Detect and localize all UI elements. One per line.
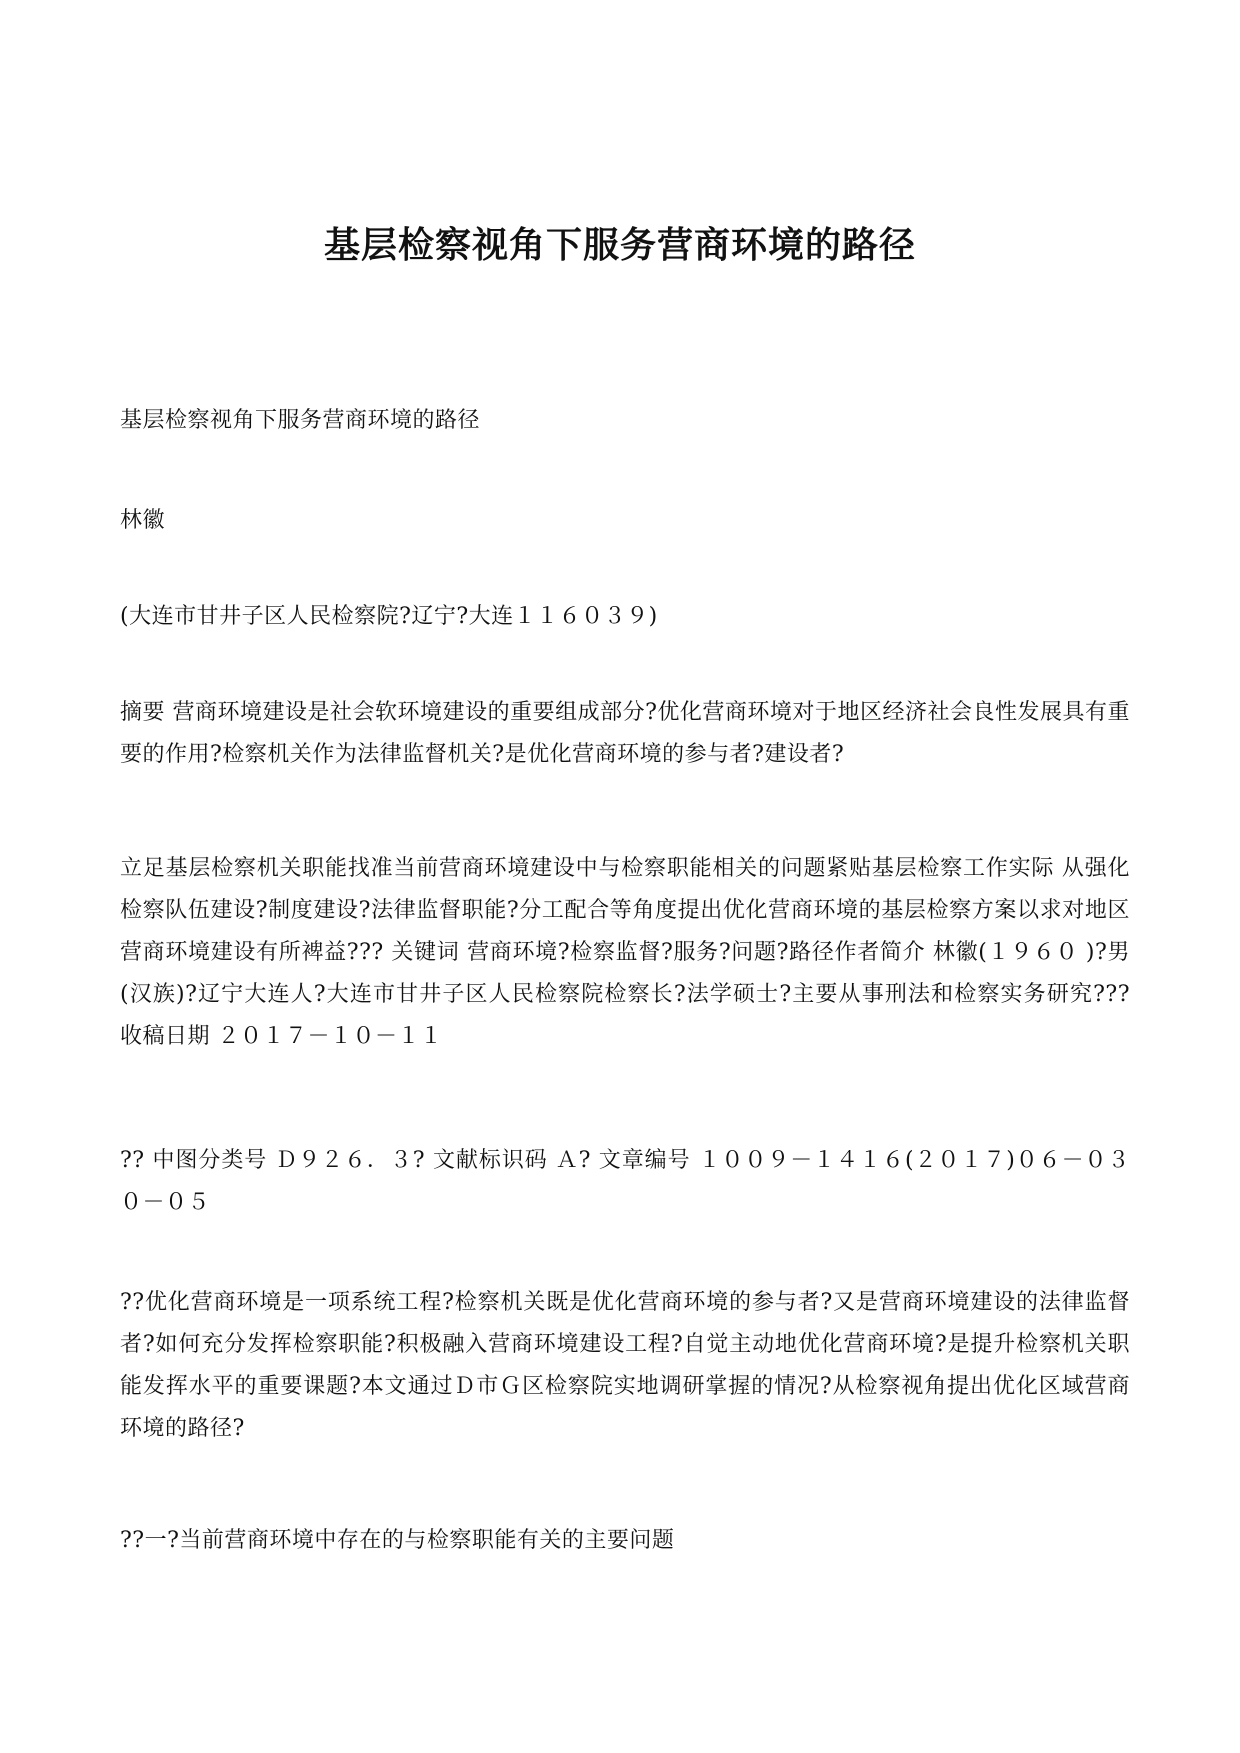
classification-line: ?? 中图分类号 Ｄ９２６．３? 文献标识码 Ａ? 文章编号 １００９－１４１６(２０１７)０６－０３０－０５ [120,1148,1130,1215]
section-heading: ??一?当前营商环境中存在的与检察职能有关的主要问题 [120,1528,675,1553]
document-subtitle: 基层检察视角下服务营商环境的路径 [120,408,481,433]
author-name: 林徽 [120,508,166,533]
author-affiliation: (大连市甘井子区人民检察院?辽宁?大连１１６０３９) [120,604,658,629]
intro-paragraph: ??优化营商环境是一项系统工程?检察机关既是优化营商环境的参与者?又是营商环境建设的法律监督者?如何充分发挥检察职能?积极融入营商环境建设工程?自觉主动地优化营商环境?是提升检察机关职能发挥水平的重要课题?本文通过Ｄ市Ｇ区检察院实地调研掌握的情况?从检察视角提出优化区域营商环境的路径? [120,1290,1130,1441]
keywords-and-author-info-paragraph: 立足基层检察机关职能找准当前营商环境建设中与检察职能相关的问题紧贴基层检察工作实际 从强化检察队伍建设?制度建设?法律监督职能?分工配合等角度提出优化营商环境的基层检察方案以求对地区营商环境建设有所裨益??? 关键词 营商环境?检察监督?服务?问题?路径作者简介 林徽(１９６０ )?男(汉族)?辽宁大连人?大连市甘井子区人民检察院检察长?法学硕士?主要从事刑法和检察实务研究??? 收稿日期 ２０１７－１０－１１ [120,856,1130,1049]
document-title: 基层检察视角下服务营商环境的路径 [323,225,916,266]
abstract-paragraph: 摘要 营商环境建设是社会软环境建设的重要组成部分?优化营商环境对于地区经济社会良性发展具有重要的作用?检察机关作为法律监督机关?是优化营商环境的参与者?建设者? [120,700,1130,767]
